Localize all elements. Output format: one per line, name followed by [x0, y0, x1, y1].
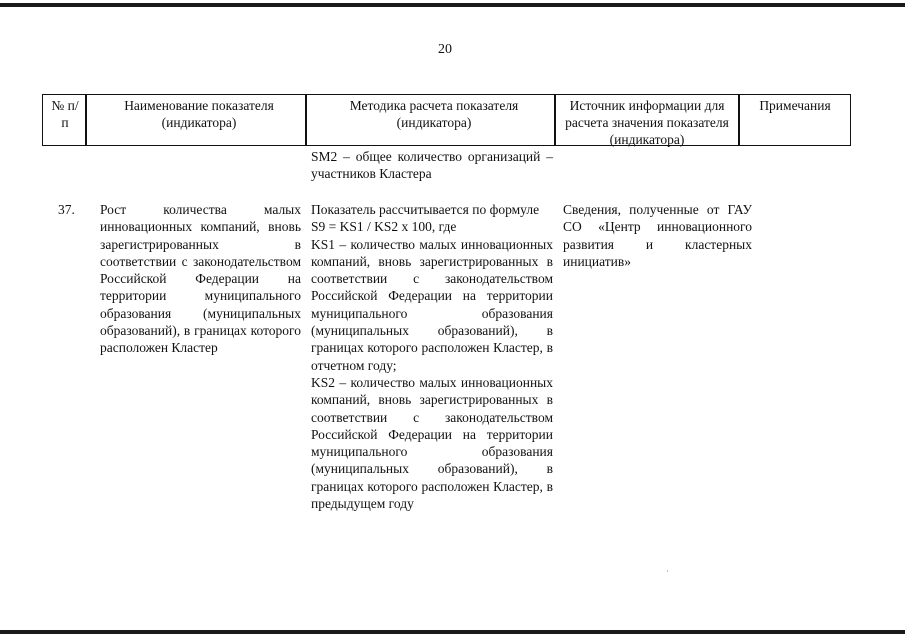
calculation-method: [311, 201, 553, 512]
information-source: Сведения, полученные от ГАУ СО «Центр инновационного развития и кластерных инициатив»: [563, 202, 752, 269]
method-ks2-definition: KS2 – количество малых инновационных компаний, вновь зарегистрированных в соответствии с законодательством Российской Федерации на территории муниципального образования (муниципальных образований), в границах которого расположен Кластер, в предыдущем году: [311, 374, 553, 512]
continuation-text: SM2 – общее количество организаций – участников Кластера: [311, 149, 553, 182]
scan-speck: ·: [666, 566, 669, 576]
row-number: 37.: [58, 202, 75, 217]
header-num: № п/п: [51, 98, 79, 130]
column-divider: [554, 95, 556, 145]
page-number: 20: [438, 42, 452, 57]
header-information-source: Источник информации для расчета значения показателя (индикатора): [565, 98, 729, 147]
top-border-rule: [0, 3, 905, 7]
method-ks1-definition: KS1 – количество малых инновационных компаний, вновь зарегистрированных в соответствии с законодательством Российской Федерации на территории муниципального образования (муниципальных образований), в границах которого расположен Кластер, в отчетном году;: [311, 236, 553, 373]
method-formula: S9 = KS1 / KS2 x 100, где: [311, 219, 457, 235]
bottom-border-rule: [0, 630, 905, 634]
column-divider: [85, 95, 87, 145]
column-divider: [305, 95, 307, 145]
method-intro: Показатель рассчитывается по формуле: [311, 202, 540, 217]
indicator-name: Рост количества малых инновационных компаний, вновь зарегистрированных в соответствии с законодательством Российской Федерации на территории муниципального образования (муниципальных образований), в границах которого расположен Кластер: [100, 202, 301, 356]
column-divider: [738, 95, 740, 145]
header-notes: Примечания: [759, 98, 831, 113]
header-indicator-name: Наименование показателя (индикатора): [124, 98, 274, 130]
header-calculation-method: Методика расчета показателя (индикатора): [349, 98, 519, 130]
table-header: [42, 94, 851, 146]
